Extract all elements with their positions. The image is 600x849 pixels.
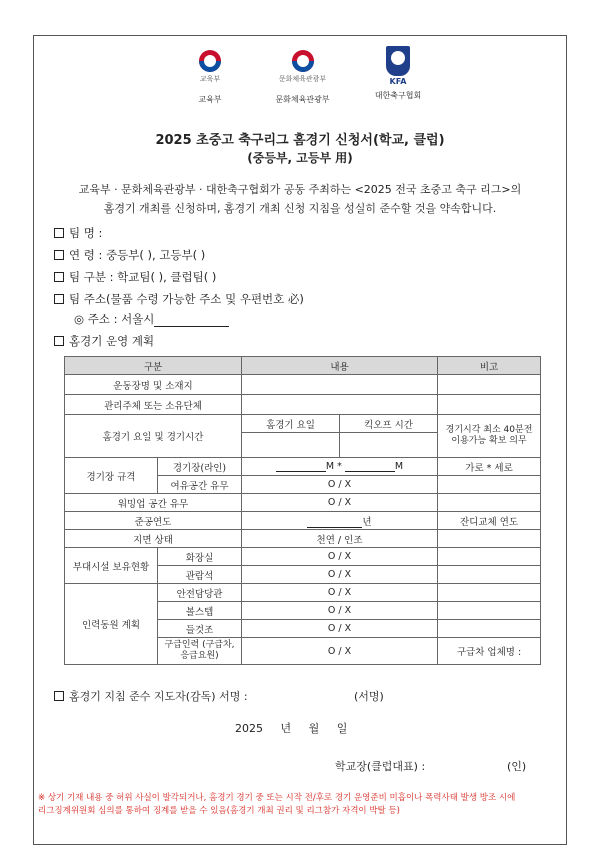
times-sign: *	[337, 461, 342, 472]
date-line[interactable]: 2025 년 월 일	[235, 722, 348, 735]
taegeuk-emblem-icon	[292, 50, 314, 72]
stretcher-note[interactable]	[438, 620, 541, 638]
year-unit: 년	[362, 516, 372, 528]
moe-emblem-text: 교육부	[199, 75, 221, 83]
coach-signature-row	[54, 688, 384, 704]
ballboy-note[interactable]	[438, 602, 541, 620]
coach-label: 홈경기 지침 준수 지도자(감독) 서명 :	[69, 690, 248, 703]
stands-label: 관람석	[158, 566, 242, 584]
medical-label: 구급인력 (구급차, 응급요원)	[158, 638, 242, 665]
unit-m-2: M	[394, 461, 404, 472]
field-line-note: 가로 * 세로	[438, 458, 541, 476]
school-seal[interactable]: (인)	[507, 760, 527, 773]
staff-label: 인력동원 계획	[65, 584, 158, 665]
plan-heading-label: 홈경기 운영 계획	[69, 334, 155, 348]
stands-choice[interactable]: O / X	[242, 566, 438, 584]
field-space-note[interactable]	[438, 476, 541, 494]
mcst-emblem-text: 문화체육관광부	[278, 75, 327, 83]
team-type-label: 팀 구분 : 학교팀( ), 클럽팀( )	[69, 270, 217, 284]
field-spec-label: 경기장 규격	[65, 458, 158, 494]
warmup-label: 워밍업 공간 유무	[65, 494, 242, 512]
field-line-label: 경기장(라인)	[158, 458, 242, 476]
schedule-note: 경기시각 최소 40분전 이용가능 확보 의무	[438, 415, 541, 458]
field-space-choice[interactable]: O / X	[242, 476, 438, 494]
surface-choice[interactable]: 천연 / 인조	[242, 530, 438, 548]
plan-heading	[54, 333, 154, 349]
medical-choice[interactable]: O / X	[242, 638, 438, 665]
team-name-label: 팀 명 :	[69, 226, 103, 240]
checkbox-icon	[54, 691, 64, 701]
team-address-label: 팀 주소(물품 수령 가능한 주소 및 우편번호 必)	[69, 292, 304, 306]
width-blank	[276, 461, 326, 472]
venue-label: 운동장명 및 소재지	[65, 375, 242, 395]
mcst-caption: 문화체육관광부	[275, 95, 330, 104]
length-blank	[345, 461, 395, 472]
pledge-line-1: 교육부 · 문화체육관광부 · 대한축구협회가 공동 주최하는 <2025 전국 초중고 축구 리그>의	[78, 183, 522, 196]
field-line-input[interactable]	[242, 458, 438, 476]
coach-sign[interactable]: (서명)	[354, 690, 384, 703]
built-note: 잔디교체 연도	[438, 512, 541, 530]
warmup-note[interactable]	[438, 494, 541, 512]
stands-note[interactable]	[438, 566, 541, 584]
facilities-label: 부대시설 보유현황	[65, 548, 158, 584]
toilet-choice[interactable]: O / X	[242, 548, 438, 566]
safety-label: 안전담당관	[158, 584, 242, 602]
safety-choice[interactable]: O / X	[242, 584, 438, 602]
pledge-line-2: 홈경기 개최를 신청하며, 홈경기 개최 신청 지침을 성실히 준수할 것을 약속합니다.	[103, 202, 497, 215]
checkbox-icon	[54, 294, 64, 304]
mcst-logo	[265, 50, 340, 105]
venue-input[interactable]	[242, 375, 438, 395]
age-group-label: 연 령 : 중등부( ), 고등부( )	[69, 248, 206, 262]
owner-note[interactable]	[438, 395, 541, 415]
page-title: 2025 초중고 축구리그 홈경기 신청서(학교, 클럽)	[155, 133, 445, 148]
year-blank	[307, 517, 362, 528]
kfa-caption: 대한축구협회	[374, 91, 422, 100]
toilet-label: 화장실	[158, 548, 242, 566]
unit-m-1: M	[325, 461, 335, 472]
warning-line-1: ※ 상기 기재 내용 중 허위 사실이 발각되거나, 홈경기 경기 중 또는 시작 전/후로 경기 운영준비 미흡이나 폭력사태 발생 방조 시에	[38, 793, 516, 803]
checkbox-icon	[54, 336, 64, 346]
stretcher-choice[interactable]: O / X	[242, 620, 438, 638]
moe-logo	[190, 50, 230, 105]
pledge-text	[50, 180, 550, 218]
page-subtitle: (중등부, 고등부 用)	[247, 151, 353, 165]
checkbox-icon	[54, 228, 64, 238]
checkbox-icon	[54, 272, 64, 282]
built-input[interactable]	[242, 512, 438, 530]
safety-note[interactable]	[438, 584, 541, 602]
schedule-label: 홈경기 요일 및 경기시간	[65, 415, 242, 458]
surface-note[interactable]	[438, 530, 541, 548]
team-name-field[interactable]	[54, 225, 102, 241]
kfa-emblem-text: KFA	[389, 77, 407, 86]
toilet-note[interactable]	[438, 548, 541, 566]
warning-note	[38, 792, 564, 818]
medical-note[interactable]: 구급차 업체명 :	[438, 638, 541, 665]
header-content: 내용	[242, 357, 438, 375]
owner-label: 관리주체 또는 소유단체	[65, 395, 242, 415]
schedule-kickoff-label: 킥오프 시간	[340, 415, 438, 433]
owner-input[interactable]	[242, 395, 438, 415]
stretcher-label: 들것조	[158, 620, 242, 638]
team-type-field[interactable]	[54, 269, 216, 285]
header-category: 구분	[65, 357, 242, 375]
school-head-row	[335, 758, 527, 774]
school-label: 학교장(클럽대표) :	[335, 760, 426, 773]
schedule-day-input[interactable]	[242, 433, 340, 458]
surface-label: 지면 상태	[65, 530, 242, 548]
address-underline	[154, 314, 229, 327]
header-note: 비고	[438, 357, 541, 375]
ballboy-label: 볼스텝	[158, 602, 242, 620]
address-input[interactable]	[74, 311, 229, 327]
built-label: 준공연도	[65, 512, 242, 530]
team-address-field	[54, 291, 304, 307]
field-space-label: 여유공간 유무	[158, 476, 242, 494]
kfa-shield-icon	[386, 46, 410, 76]
plan-table	[64, 356, 541, 665]
venue-note[interactable]	[438, 375, 541, 395]
checkbox-icon	[54, 250, 64, 260]
ballboy-choice[interactable]: O / X	[242, 602, 438, 620]
moe-caption: 교육부	[198, 95, 222, 104]
age-group-field[interactable]	[54, 247, 205, 263]
taegeuk-emblem-icon	[199, 50, 221, 72]
kfa-logo	[368, 46, 428, 101]
address-label: ◎ 주소 : 서울시	[74, 312, 155, 326]
logo-row	[0, 50, 600, 120]
warmup-choice[interactable]: O / X	[242, 494, 438, 512]
warning-line-2: 리그징계위원회 심의를 통하여 징계를 받을 수 있음(홈경기 개최 권리 및 리그참가 자격이 박탈 등)	[38, 806, 400, 816]
schedule-kickoff-input[interactable]	[340, 433, 438, 458]
schedule-day-label: 홈경기 요일	[242, 415, 340, 433]
